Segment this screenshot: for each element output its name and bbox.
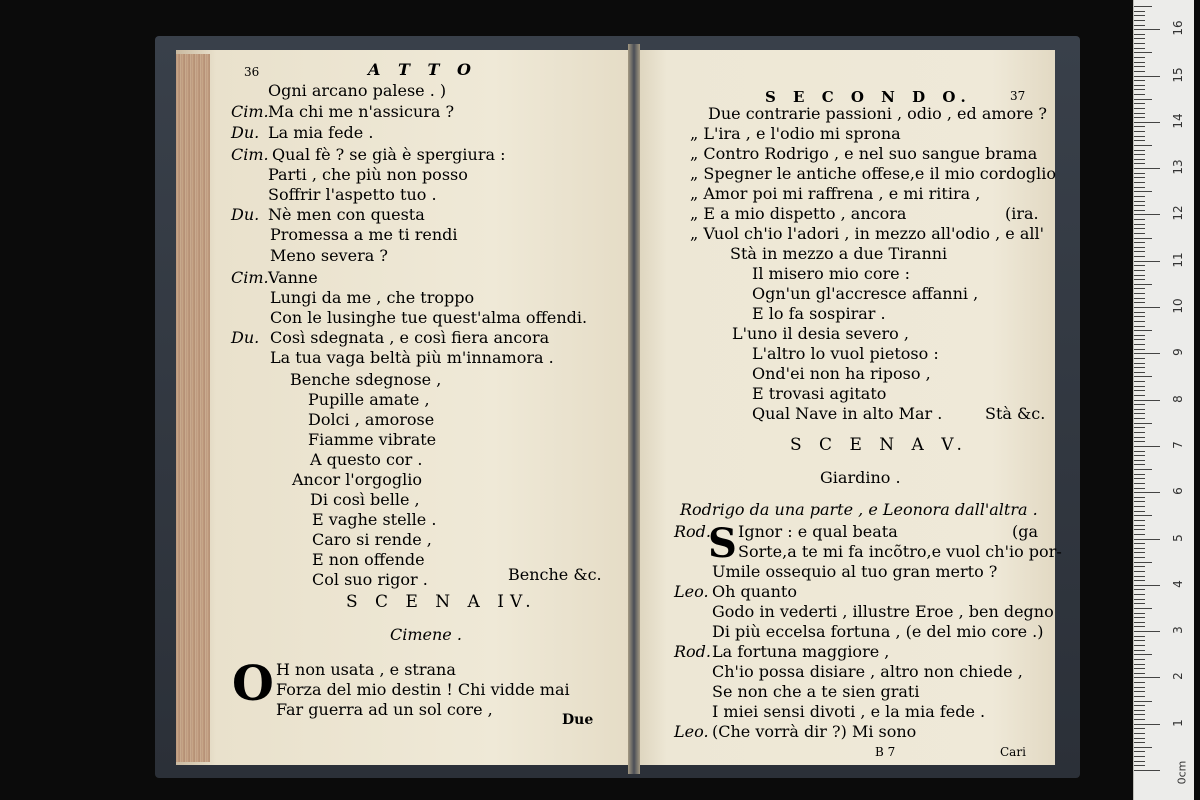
signature-mark: B 7: [875, 745, 896, 759]
ruler-tick: [1134, 20, 1145, 21]
text-line: E non offende: [312, 550, 425, 569]
text-line: „ Spegner le antiche offese,e il mio cordoglio: [690, 164, 1057, 183]
ruler-number: 6: [1171, 487, 1185, 496]
measurement-ruler: [1133, 0, 1194, 800]
ruler-tick: [1134, 187, 1145, 188]
text-line: Promessa a me ti rendi: [270, 225, 458, 244]
ruler-tick: [1134, 701, 1152, 702]
speaker-label: Rod.: [674, 522, 712, 541]
ruler-tick: [1134, 529, 1145, 530]
text-line: Caro si rende ,: [312, 530, 432, 549]
ruler-tick: [1134, 168, 1160, 169]
ruler-tick: [1134, 728, 1145, 729]
ruler-number: 14: [1171, 113, 1185, 129]
text-line: Oh quanto: [712, 582, 797, 601]
speaker-label: Cim.: [231, 102, 269, 121]
text-line: L'uno il desia severo ,: [732, 324, 909, 343]
ruler-tick: [1134, 163, 1145, 164]
ruler-tick: [1134, 455, 1145, 456]
ruler-number: 7: [1171, 441, 1185, 449]
ruler-tick: [1134, 469, 1152, 470]
ruler-tick: [1134, 631, 1160, 632]
ruler-tick: [1134, 562, 1152, 563]
ruler-tick: [1134, 418, 1145, 419]
ruler-tick: [1134, 640, 1145, 641]
ruler-tick: [1134, 288, 1145, 289]
ruler-tick: [1134, 247, 1145, 248]
ruler-tick: [1134, 400, 1160, 401]
ruler-tick: [1134, 566, 1145, 567]
ruler-tick: [1134, 279, 1145, 280]
ruler-tick: [1134, 756, 1145, 757]
ruler-tick: [1134, 182, 1145, 183]
ruler-number: 3: [1171, 626, 1185, 634]
ruler-tick: [1134, 43, 1145, 44]
ruler-tick: [1134, 80, 1145, 81]
ruler-tick: [1134, 302, 1145, 303]
ruler-tick: [1134, 298, 1145, 299]
ruler-tick: [1134, 145, 1152, 146]
ruler-tick: [1134, 349, 1145, 350]
ruler-tick: [1134, 316, 1145, 317]
text-line: Ma chi me n'assicura ?: [268, 102, 455, 121]
ruler-tick: [1134, 284, 1152, 285]
ruler-tick: [1134, 432, 1145, 433]
ruler-tick: [1134, 173, 1145, 174]
ruler-tick: [1134, 710, 1145, 711]
text-line: E trovasi agitato: [752, 384, 887, 403]
speaker-label: Cim.: [231, 268, 269, 287]
ruler-tick: [1134, 557, 1145, 558]
ruler-number: 1: [1171, 718, 1185, 727]
ruler-tick: [1134, 71, 1145, 72]
scene-setting: Giardino .: [820, 468, 901, 487]
ruler-tick: [1134, 376, 1152, 377]
ruler-tick: [1134, 733, 1145, 734]
speaker-label: Leo.: [674, 722, 709, 741]
text-line: L'altro lo vuol pietoso :: [752, 344, 939, 363]
ruler-tick: [1134, 66, 1145, 67]
ruler-tick: [1134, 62, 1145, 63]
ruler-tick: [1134, 76, 1160, 77]
ruler-tick: [1134, 339, 1145, 340]
text-line: Di così belle ,: [310, 490, 420, 509]
ruler-tick: [1134, 344, 1145, 345]
scene-heading: S C E N A V.: [790, 435, 968, 455]
text-line: Ch'io possa disiare , altro non chiede ,: [712, 662, 1023, 681]
text-line: Meno severa ?: [270, 246, 388, 265]
ruler-tick: [1134, 275, 1145, 276]
text-line: Lungi da me , che troppo: [270, 288, 475, 307]
text-line: „ Vuol ch'io l'adori , in mezzo all'odio , e all': [690, 224, 1045, 243]
ruler-tick: [1134, 548, 1145, 549]
text-line: (ga: [1012, 522, 1039, 541]
text-line: Far guerra ad un sol core ,: [276, 700, 493, 719]
ruler-tick: [1134, 326, 1145, 327]
ruler-tick: [1134, 94, 1145, 95]
catchword: Cari: [1000, 745, 1026, 759]
ruler-tick: [1134, 126, 1145, 127]
ruler-tick: [1134, 705, 1145, 706]
ruler-tick: [1134, 177, 1145, 178]
ruler-tick: [1134, 228, 1145, 229]
ruler-tick: [1134, 511, 1145, 512]
ruler-number: 8: [1171, 394, 1185, 403]
ruler-tick: [1134, 673, 1145, 674]
ruler-tick: [1134, 747, 1152, 748]
ruler-tick: [1134, 719, 1145, 720]
ruler-tick: [1134, 386, 1145, 387]
ruler-tick: [1134, 409, 1145, 410]
ruler-tick: [1134, 626, 1145, 627]
text-line: Due contrarie passioni , odio , ed amore ?: [708, 104, 1047, 123]
ruler-tick: [1134, 413, 1145, 414]
ruler-tick: [1134, 765, 1145, 766]
text-line: „ Contro Rodrigo , e nel suo sangue brama: [690, 144, 1038, 163]
page-number: 37: [1010, 89, 1026, 103]
ruler-tick: [1134, 25, 1145, 26]
ruler-tick: [1134, 446, 1160, 447]
ruler-number: 11: [1171, 252, 1185, 268]
ruler-tick: [1134, 233, 1145, 234]
ruler-tick: [1134, 687, 1145, 688]
ruler-tick: [1134, 256, 1145, 257]
speaker-label: Du.: [231, 123, 260, 142]
ruler-tick: [1134, 437, 1145, 438]
ruler-tick: [1134, 34, 1145, 35]
text-line: Fiamme vibrate: [308, 430, 437, 449]
ruler-tick: [1134, 358, 1145, 359]
text-line: Stà in mezzo a due Tiranni: [730, 244, 948, 263]
drop-cap: O: [232, 656, 274, 712]
ruler-tick: [1134, 353, 1160, 354]
ruler-tick: [1134, 224, 1145, 225]
text-line: Il misero mio core :: [752, 264, 911, 283]
ruler-tick: [1134, 261, 1160, 262]
ruler-tick: [1134, 696, 1145, 697]
speaker-label: Du.: [231, 328, 260, 347]
text-line: H non usata , e strana: [276, 660, 456, 679]
page-number: 36: [244, 65, 260, 79]
book-gutter: [628, 44, 640, 774]
ruler-tick: [1134, 714, 1145, 715]
ruler-tick: [1134, 460, 1145, 461]
ruler-tick: [1134, 515, 1152, 516]
ruler-tick: [1134, 131, 1145, 132]
ruler-tick: [1134, 103, 1145, 104]
ruler-tick: [1134, 585, 1160, 586]
ruler-number: 9: [1171, 348, 1185, 357]
ruler-tick: [1134, 201, 1145, 202]
ruler-tick: [1134, 622, 1145, 623]
ruler-tick: [1134, 506, 1145, 507]
ruler-tick: [1134, 38, 1145, 39]
text-line: La mia fede .: [268, 123, 374, 142]
ruler-tick: [1134, 742, 1145, 743]
ruler-tick: [1134, 307, 1160, 308]
text-line: (ira.: [1005, 204, 1039, 223]
ruler-number: 12: [1171, 205, 1185, 222]
ruler-tick: [1134, 659, 1145, 660]
running-head: A T T O: [368, 60, 477, 79]
text-line: Ancor l'orgoglio: [292, 470, 422, 489]
scene-character: Cimene .: [390, 625, 462, 644]
ruler-tick: [1134, 57, 1145, 58]
catchword: Due: [562, 712, 594, 728]
ruler-tick: [1134, 335, 1145, 336]
ruler-tick: [1134, 113, 1145, 114]
ruler-tick: [1134, 367, 1145, 368]
text-line: Godo in vederti , illustre Eroe , ben degno: [712, 602, 1054, 621]
scene-heading: S C E N A IV.: [346, 592, 537, 612]
ruler-tick: [1134, 599, 1145, 600]
text-line: „ Amor poi mi raffrena , e mi ritira ,: [690, 184, 981, 203]
ruler-number: 10: [1171, 298, 1185, 314]
ruler-number: 4: [1171, 579, 1185, 588]
text-line: Benche &c.: [508, 565, 602, 584]
ruler-tick: [1134, 150, 1145, 151]
ruler-tick: [1134, 251, 1145, 252]
text-line: Ogn'un gl'accresce affanni ,: [752, 284, 979, 303]
ruler-tick: [1134, 265, 1145, 266]
text-line: E vaghe stelle .: [312, 510, 437, 529]
ruler-tick: [1134, 312, 1145, 313]
ruler-tick: [1134, 210, 1145, 211]
ruler-tick: [1134, 594, 1145, 595]
ruler-tick: [1134, 451, 1145, 452]
ruler-tick: [1134, 650, 1145, 651]
ruler-number: 13: [1171, 159, 1185, 175]
ruler-number: 2: [1171, 672, 1185, 681]
ruler-tick: [1134, 196, 1145, 197]
ruler-tick: [1134, 6, 1152, 7]
ruler-tick: [1134, 645, 1145, 646]
ruler-tick: [1134, 738, 1145, 739]
text-line: Col suo rigor .: [312, 570, 428, 589]
speaker-label: Du.: [231, 205, 260, 224]
text-line: La tua vaga beltà più m'innamora .: [270, 348, 554, 367]
ruler-tick: [1134, 608, 1152, 609]
ruler-tick: [1134, 589, 1145, 590]
ruler-tick: [1134, 219, 1145, 220]
ruler-tick: [1134, 501, 1145, 502]
ruler-tick: [1134, 474, 1145, 475]
ruler-tick: [1134, 761, 1145, 762]
ruler-tick: [1134, 242, 1145, 243]
ruler-tick: [1134, 372, 1145, 373]
text-line: Benche sdegnose ,: [290, 370, 442, 389]
text-line: A questo cor .: [310, 450, 423, 469]
ruler-tick: [1134, 534, 1145, 535]
ruler-tick: [1134, 395, 1145, 396]
ruler-tick: [1134, 654, 1152, 655]
ruler-tick: [1134, 464, 1145, 465]
ruler-tick: [1134, 293, 1145, 294]
ruler-tick: [1134, 321, 1145, 322]
ruler-tick: [1134, 751, 1145, 752]
ruler-tick: [1134, 381, 1145, 382]
ruler-tick: [1134, 238, 1152, 239]
page-edges: [176, 54, 210, 762]
ruler-tick: [1134, 613, 1145, 614]
speaker-label: Rod.: [674, 642, 712, 661]
ruler-tick: [1134, 140, 1145, 141]
ruler-tick: [1134, 52, 1152, 53]
text-line: E lo fa sospirar .: [752, 304, 886, 323]
ruler-tick: [1134, 617, 1145, 618]
ruler-tick: [1134, 99, 1152, 100]
text-line: Soffrir l'aspetto tuo .: [268, 185, 437, 204]
text-line: „ L'ira , e l'odio mi sprona: [690, 124, 901, 143]
text-line: Dolci , amorose: [308, 410, 435, 429]
ruler-tick: [1134, 664, 1145, 665]
ruler-tick: [1134, 427, 1145, 428]
ruler-tick: [1134, 191, 1152, 192]
ruler-tick: [1134, 48, 1145, 49]
ruler-tick: [1134, 552, 1145, 553]
text-line: Così sdegnata , e così fiera ancora: [270, 328, 550, 347]
speaker-label: Leo.: [674, 582, 709, 601]
ruler-tick: [1134, 29, 1160, 30]
ruler-tick: [1134, 571, 1145, 572]
text-line: Con le lusinghe tue quest'alma offendi.: [270, 308, 588, 327]
ruler-tick: [1134, 108, 1145, 109]
ruler-tick: [1134, 677, 1160, 678]
ruler-tick: [1134, 404, 1145, 405]
ruler-tick: [1134, 154, 1145, 155]
ruler-tick: [1134, 363, 1145, 364]
ruler-tick: [1134, 89, 1145, 90]
ruler-tick: [1134, 539, 1160, 540]
text-line: I miei sensi divoti , e la mia fede .: [712, 702, 986, 721]
ruler-tick: [1134, 492, 1160, 493]
ruler-tick: [1134, 478, 1145, 479]
ruler-tick: [1134, 543, 1145, 544]
stage-direction: Rodrigo da una parte , e Leonora dall'altra .: [680, 500, 1038, 519]
text-line: Ond'ei non ha riposo ,: [752, 364, 931, 383]
ruler-tick: [1134, 576, 1145, 577]
ruler-number: 15: [1171, 66, 1185, 83]
text-line: Di più eccelsa fortuna , (e del mio core .): [712, 622, 1044, 641]
text-line: Parti , che più non posso: [268, 165, 468, 184]
ruler-tick: [1134, 636, 1145, 637]
ruler-number: 16: [1171, 20, 1185, 36]
ruler-tick: [1134, 682, 1145, 683]
ruler-tick: [1134, 159, 1145, 160]
text-line: Se non che a te sien grati: [712, 682, 920, 701]
ruler-tick: [1134, 441, 1145, 442]
text-line: Umile ossequio al tuo gran merto ?: [712, 562, 998, 581]
ruler-tick: [1134, 205, 1145, 206]
text-line: Qual fè ? se già è spergiura :: [272, 145, 506, 164]
drop-cap: S: [708, 520, 737, 567]
ruler-tick: [1134, 423, 1152, 424]
ruler-tick: [1134, 117, 1145, 118]
ruler-tick: [1134, 270, 1145, 271]
ruler-tick: [1134, 724, 1160, 725]
text-line: Forza del mio destin ! Chi vidde mai: [276, 680, 570, 699]
text-line: La fortuna maggiore ,: [712, 642, 890, 661]
ruler-tick: [1134, 214, 1160, 215]
ruler-tick: [1134, 85, 1145, 86]
text-line: Nè men con questa: [268, 205, 425, 224]
running-head: S E C O N D O.: [765, 88, 972, 106]
ruler-tick: [1134, 691, 1145, 692]
text-line: Pupille amate ,: [308, 390, 430, 409]
ruler-unit: 0cm: [1175, 760, 1189, 785]
text-line: Ignor : e qual beata: [738, 522, 898, 541]
text-line: Ogni arcano palese . ): [268, 81, 447, 100]
ruler-tick: [1134, 330, 1152, 331]
text-line: Sorte,a te mi fa incõtro,e vuol ch'io por-: [738, 542, 1062, 561]
ruler-tick: [1134, 390, 1145, 391]
ruler-tick: [1134, 497, 1145, 498]
ruler-tick: [1134, 136, 1145, 137]
ruler-tick: [1134, 488, 1145, 489]
speaker-label: Cim.: [231, 145, 269, 164]
ruler-tick: [1134, 668, 1145, 669]
text-line: Qual Nave in alto Mar .: [752, 404, 943, 423]
text-line: Stà &c.: [985, 404, 1046, 423]
ruler-tick: [1134, 603, 1145, 604]
ruler-tick: [1134, 520, 1145, 521]
ruler-tick: [1134, 15, 1145, 16]
ruler-number: 5: [1171, 533, 1185, 542]
ruler-tick: [1134, 580, 1145, 581]
ruler-tick: [1134, 770, 1160, 771]
text-line: Vanne: [268, 268, 318, 287]
ruler-tick: [1134, 483, 1145, 484]
text-line: (Che vorrà dir ?) Mi sono: [712, 722, 917, 741]
ruler-tick: [1134, 122, 1160, 123]
ruler-tick: [1134, 11, 1145, 12]
ruler-tick: [1134, 525, 1145, 526]
text-line: „ E a mio dispetto , ancora: [690, 204, 907, 223]
